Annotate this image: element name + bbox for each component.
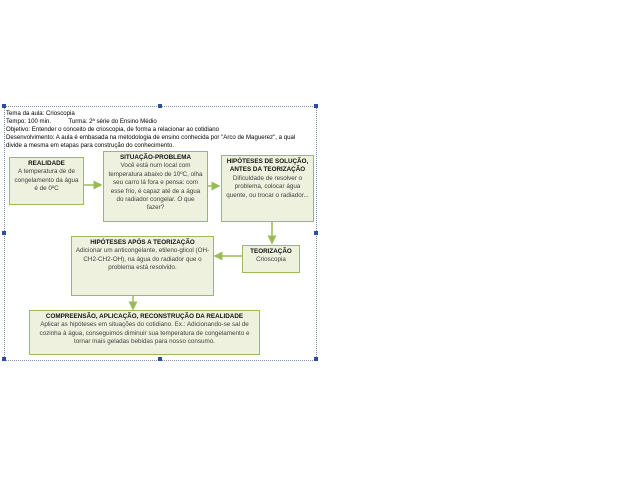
- desenvolvimento-line: Desenvolvimento: A aula é embasada na metodologia de ensino conhecida por "Arco de Maguerez", a qual divide a mesma em etapas para construção do conhecimento.: [6, 134, 296, 149]
- box-teorizacao[interactable]: [242, 245, 300, 273]
- hipoteses-solucao-title: HIPÓTESES DE SOLUÇÃO, ANTES DA TEORIZAÇÃO: [226, 158, 309, 174]
- compreensao-title: COMPREENSÃO, APLICAÇÃO, RECONSTRUÇÃO DA REALIDADE: [45, 313, 244, 320]
- situacao-title: SITUAÇÃO-PROBLEMA: [119, 154, 191, 161]
- box-compreensao[interactable]: [29, 310, 260, 355]
- compreensao-body: Aplicar as hipóteses em situações do cotidiano. Ex.: Adicionando-se sal de cozinha à água, conseguimos diminuir sua temperatura de congelamento e tornar mais geladas bebidas para nosso consumo.: [39, 321, 250, 346]
- situacao-body: Você está num local com temperatura abaixo de 10ºC, olha seu carro lá fora e pensa: com esse frio, é capaz até de a água do radiador congelar. O que fazer?: [108, 162, 203, 212]
- box-situacao-problema[interactable]: [103, 151, 208, 222]
- realidade-body: A temperatura de de congelamento da água é de 0ºC: [14, 168, 79, 193]
- tema-line: Tema da aula: Crioscopia: [6, 110, 75, 117]
- teorizacao-title: TEORIZAÇÃO: [250, 248, 292, 255]
- turma-text: Turma: 2ª série do Ensino Médio: [68, 118, 157, 125]
- teorizacao-body: Crioscopia: [256, 256, 286, 264]
- hipoteses-apos-title: HIPÓTESES APÓS A TEORIZAÇÃO: [90, 239, 195, 246]
- realidade-title: REALIDADE: [28, 160, 65, 167]
- hipoteses-solucao-body: Dificuldade de resolver o problema, colocar água quente, ou trocar o radiador...: [226, 174, 309, 199]
- tempo-text: Tempo: 100 min.: [6, 118, 52, 125]
- objetivo-line: Objetivo: Entender o conceito de crioscopia, de forma a relacionar ao cotidiano: [6, 126, 220, 133]
- box-hipoteses-solucao[interactable]: [221, 155, 314, 222]
- hipoteses-apos-body: Adicionar um anticongelante, etileno-glicol (OH-CH2-CH2-OH), na água do radiador que o problema está resolvido.: [75, 247, 210, 272]
- box-hipoteses-apos[interactable]: [71, 236, 214, 296]
- box-realidade[interactable]: [9, 157, 84, 205]
